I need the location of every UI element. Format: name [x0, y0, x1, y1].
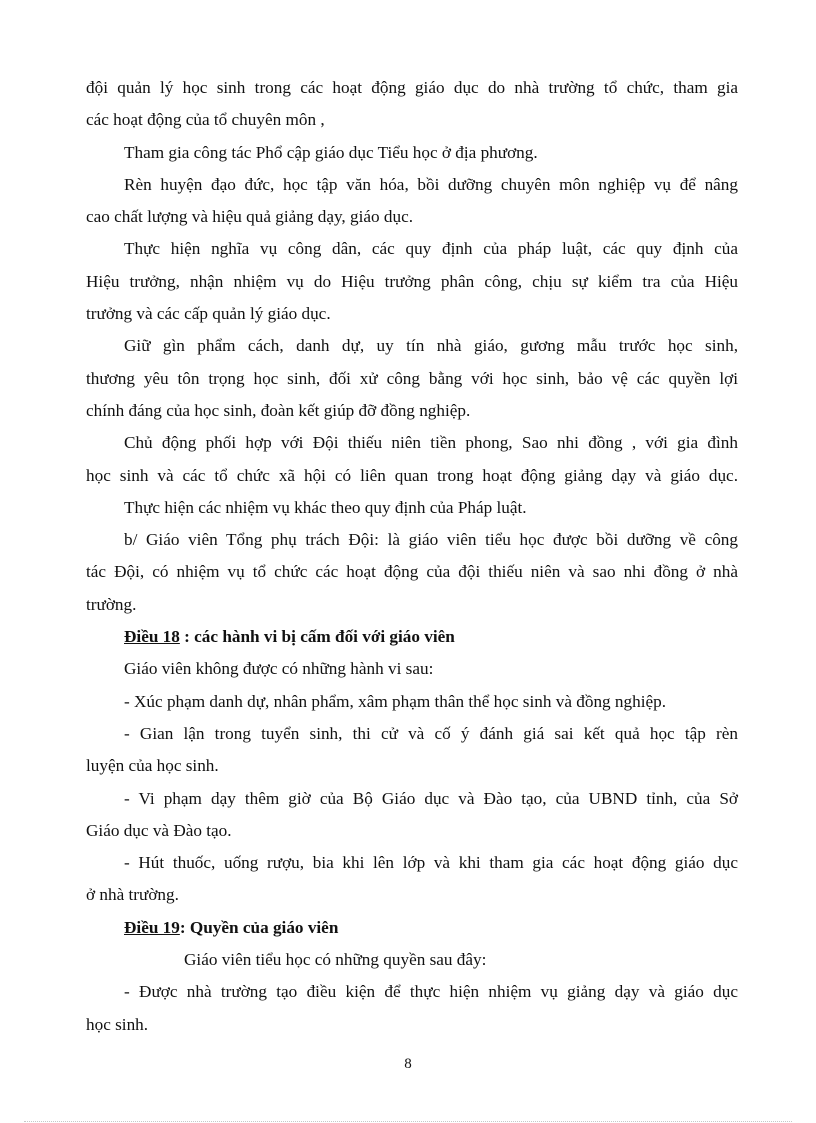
paragraph-line: - Vi phạm dạy thêm giờ của Bộ Giáo dục và Đào tạo, của UBND tỉnh, của Sở	[124, 788, 738, 808]
paragraph-line: thương yêu tôn trọng học sinh, đối xử công bằng với học sinh, bảo vệ các quyền lợi	[86, 368, 738, 388]
paragraph-line: Chủ động phối hợp với Đội thiếu niên tiền phong, Sao nhi đồng , với gia đình	[124, 433, 738, 453]
paragraph-line: cao chất lượng và hiệu quả giảng dạy, giáo dục.	[86, 207, 414, 227]
paragraph-line: luyện của học sinh.	[86, 756, 219, 776]
article-19-heading	[86, 912, 738, 944]
paragraph-line: Tham gia công tác Phổ cập giáo dục Tiểu học ở địa phương.	[124, 142, 538, 162]
paragraph-line: đội quản lý học sinh trong các hoạt động giáo dục do nhà trường tổ chức, tham gia	[86, 78, 738, 97]
paragraph-line: Rèn huyện đạo đức, học tập văn hóa, bồi dưỡng chuyên môn nghiệp vụ để nâng	[124, 174, 738, 194]
paragraph-line: Giáo dục và Đào tạo.	[86, 820, 232, 840]
paragraph-line: Hiệu trưởng, nhận nhiệm vụ do Hiệu trưởng phân công, chịu sự kiểm tra của Hiệu	[86, 271, 738, 291]
paragraph-line: Thực hiện nghĩa vụ công dân, các quy định của pháp luật, các quy định của	[124, 239, 738, 259]
page-bottom-border	[24, 1121, 792, 1122]
paragraph-line: trường.	[86, 594, 137, 614]
paragraph-line: Thực hiện các nhiệm vụ khác theo quy định của Pháp luật.	[124, 497, 527, 517]
paragraph-line: - Gian lận trong tuyển sinh, thi cử và cố ý đánh giá sai kết quả học tập rèn	[124, 723, 738, 743]
paragraph-line: - Hút thuốc, uống rượu, bia khi lên lớp và khi tham gia các hoạt động giáo dục	[124, 853, 738, 873]
document-body	[86, 72, 738, 1041]
paragraph-line: Giữ gìn phẩm cách, danh dự, uy tín nhà giáo, gương mẫu trước học sinh,	[124, 336, 738, 356]
paragraph-line: b/ Giáo viên Tổng phụ trách Đội: là giáo viên tiểu học được bồi dưỡng về công	[124, 530, 738, 550]
page-number: 8	[404, 1056, 412, 1072]
article-19-number: Điều 19	[124, 917, 180, 937]
paragraph-line: Giáo viên tiểu học có những quyền sau đây:	[184, 950, 487, 970]
article-18-number: Điều 18	[124, 627, 180, 647]
paragraph-line: ở nhà trường.	[86, 885, 179, 905]
paragraph-line: - Xúc phạm danh dự, nhân phẩm, xâm phạm thân thể học sinh và đồng nghiệp.	[124, 691, 667, 711]
paragraph-line: tác Đội, có nhiệm vụ tổ chức các hoạt động của đội thiếu niên và sao nhi đồng ở nhà	[86, 562, 738, 582]
article-18-title: : các hành vi bị cấm đối với giáo viên	[179, 627, 455, 647]
paragraph-line: Giáo viên không được có những hành vi sau:	[124, 659, 434, 679]
paragraph-line: - Được nhà trường tạo điều kiện để thực hiện nhiệm vụ giảng dạy và giáo dục	[124, 982, 738, 1002]
article-18-heading	[86, 621, 738, 653]
article-19-title: : Quyền của giáo viên	[179, 917, 339, 937]
paragraph-line: học sinh và các tổ chức xã hội có liên quan trong hoạt động giảng dạy và giáo dục.	[86, 465, 738, 485]
paragraph-line: học sinh.	[86, 1014, 149, 1034]
paragraph-line: chính đáng của học sinh, đoàn kết giúp đỡ đồng nghiệp.	[86, 400, 471, 420]
paragraph-line: trưởng và các cấp quản lý giáo dục.	[86, 304, 331, 324]
paragraph-line: các hoạt động của tổ chuyên môn ,	[86, 110, 325, 130]
